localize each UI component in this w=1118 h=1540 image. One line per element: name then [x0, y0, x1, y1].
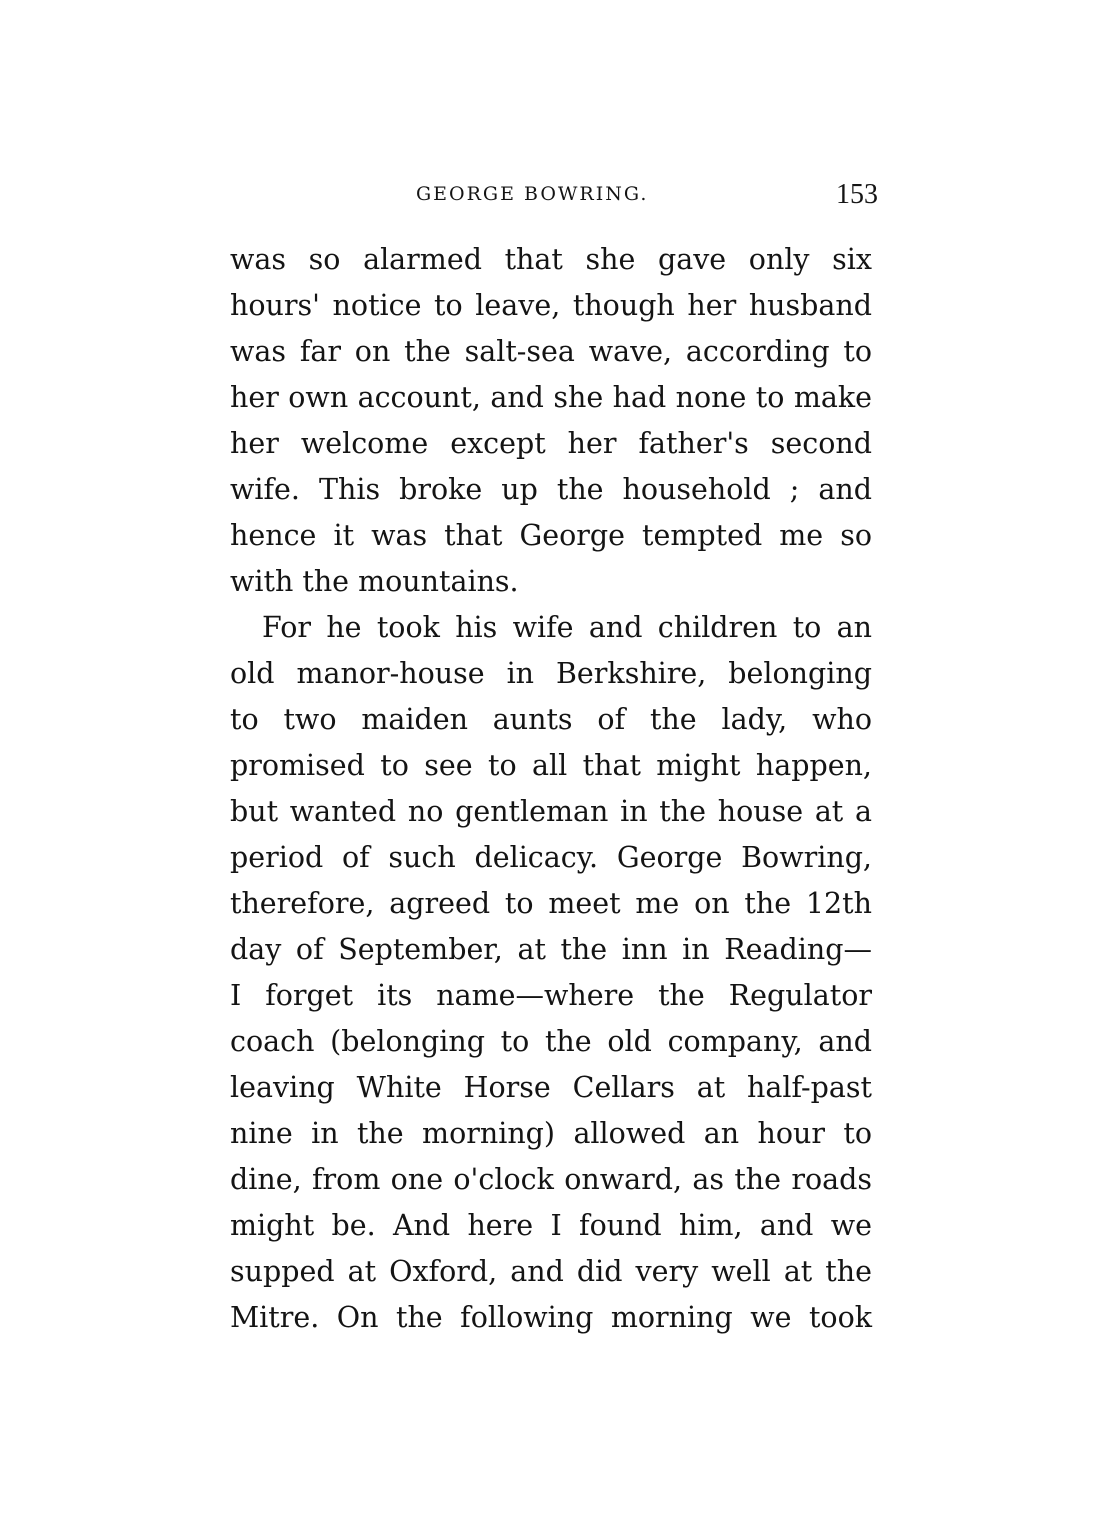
text-line: I forget its name—where the Regulator — [230, 979, 872, 1012]
paragraph-start-line: For he took his wife and children to an — [262, 611, 872, 644]
text-line: might be. And here I found him, and we — [230, 1209, 872, 1242]
text-line: dine, from one o'clock onward, as the roads — [230, 1163, 872, 1196]
text-line: Mitre. On the following morning we took — [230, 1301, 872, 1334]
text-line: nine in the morning) allowed an hour to — [230, 1117, 872, 1150]
text-line: was far on the salt-sea wave, according to — [230, 335, 872, 368]
text-line: with the mountains. — [230, 565, 519, 598]
text-line: leaving White Horse Cellars at half-past — [230, 1071, 872, 1104]
text-line: her own account, and she had none to make — [230, 381, 872, 414]
page-number: 153 — [836, 179, 878, 210]
text-line: but wanted no gentleman in the house at a — [230, 795, 872, 828]
text-line: wife. This broke up the household ; and — [230, 473, 872, 506]
running-head — [230, 179, 880, 219]
text-line: old manor-house in Berkshire, belonging — [230, 657, 872, 690]
text-line: was so alarmed that she gave only six — [230, 243, 872, 276]
text-line: hours' notice to leave, though her husband — [230, 289, 872, 322]
text-line: coach (belonging to the old company, and — [230, 1025, 872, 1058]
text-line: period of such delicacy. George Bowring, — [230, 841, 872, 874]
text-line: hence it was that George tempted me so — [230, 519, 872, 552]
text-line: her welcome except her father's second — [230, 427, 872, 460]
text-line: to two maiden aunts of the lady, who — [230, 703, 872, 736]
text-line: day of September, at the inn in Reading— — [230, 933, 872, 966]
text-line: therefore, agreed to meet me on the 12th — [230, 887, 872, 920]
text-line: promised to see to all that might happen, — [230, 749, 872, 782]
running-title: GEORGE BOWRING. — [416, 183, 649, 205]
text-line: supped at Oxford, and did very well at the — [230, 1255, 872, 1288]
